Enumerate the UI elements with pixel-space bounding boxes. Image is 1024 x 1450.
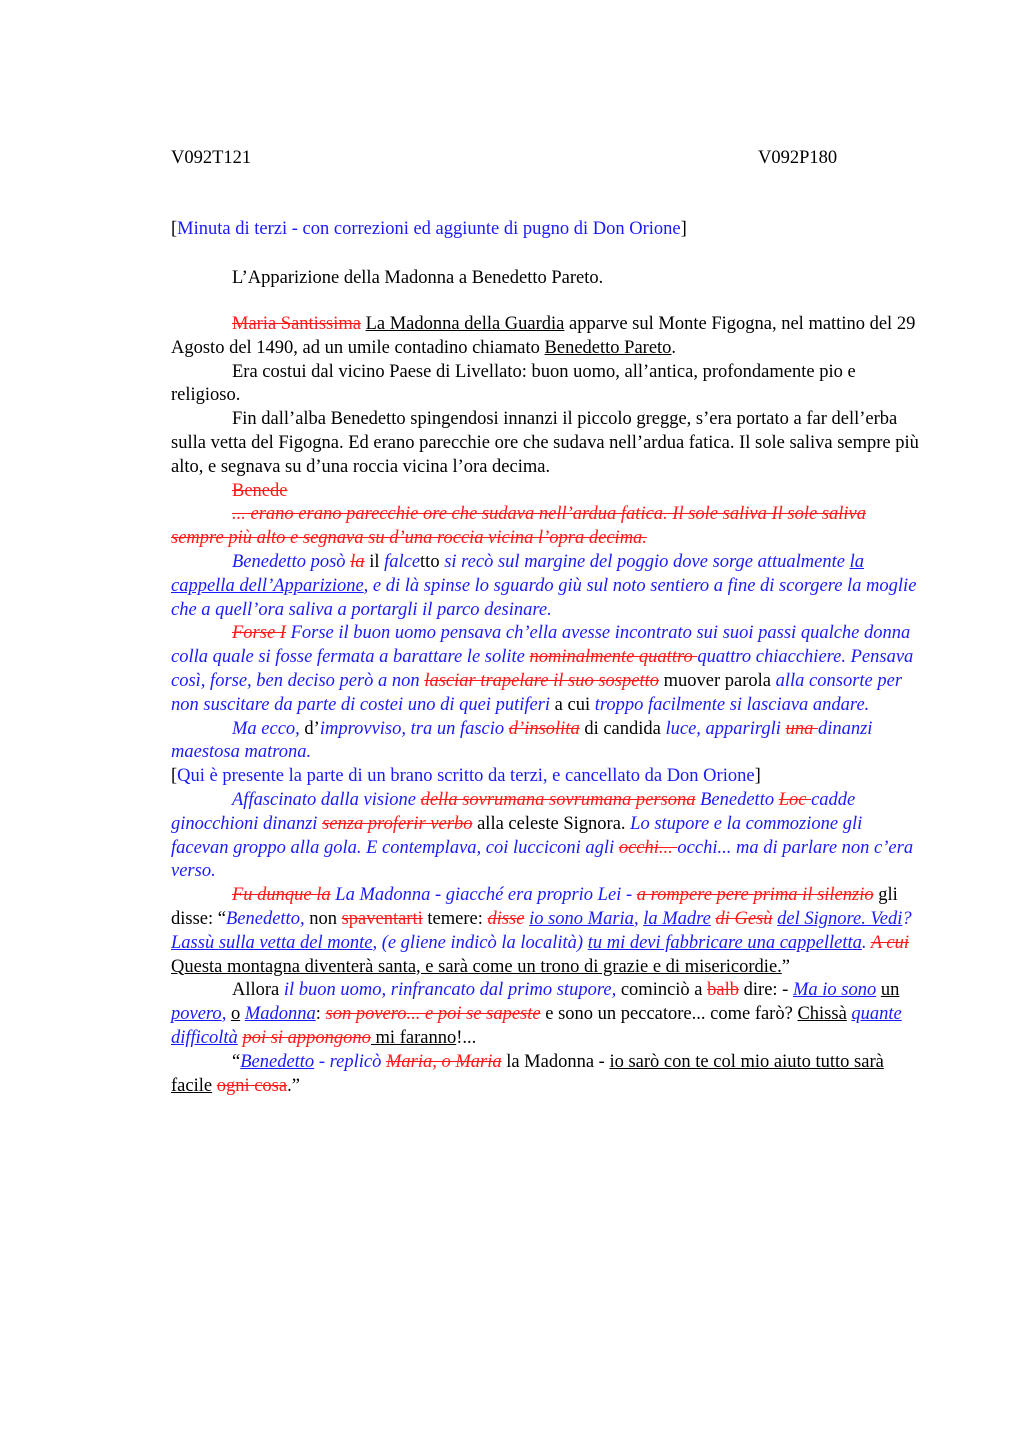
handwritten-addition: cadde ginocchioni dinanzi (171, 789, 856, 834)
handwritten-addition: Forse il buon uomo pensava ch’ella avesse incontrato sui suoi passi qualche donna colla quale si fosse fermata a barattare le solite (171, 623, 911, 668)
bracket-close: ] (680, 219, 687, 239)
body-text: “ (232, 1051, 241, 1072)
deleted-text: una (785, 718, 818, 739)
handwritten-addition: , (221, 1004, 227, 1025)
handwritten-underlined: la cappella dell’Apparizione (171, 551, 864, 596)
paragraph-7 (171, 622, 923, 717)
deleted-text: a rompere pere prima il silenzio (636, 885, 874, 906)
handwritten-addition: falce (384, 551, 421, 572)
body-text: di candida (579, 718, 666, 739)
deleted-text: senza proferir verbo (322, 813, 473, 834)
handwritten-addition: , e di là spinse lo sguardo giù sul noto sentiero a fine di scorgere la moglie che a quell’ora saliva a portargli il parco desinare. (171, 575, 917, 620)
deleted-text: Maria, o Maria (385, 1051, 502, 1072)
deleted-text: occhi... (618, 837, 678, 858)
deleted-text: ogni cosa (216, 1075, 288, 1096)
body-text: : (315, 1004, 326, 1025)
underlined-text: un (880, 980, 900, 1001)
deleted-text: poi si appongono (242, 1027, 371, 1048)
bracket-close: ] (754, 766, 761, 787)
handwritten-underlined: Lassù sulla vetta del monte (171, 932, 373, 953)
handwritten-underlined: del Signore. Vedi (777, 908, 903, 929)
deleted-text: Fu dunque la (232, 885, 331, 906)
handwritten-underlined: la Madre (643, 908, 711, 929)
body-text: non (304, 908, 342, 929)
body-text: dire: - (739, 980, 793, 1001)
body-text: muover parola (659, 670, 776, 691)
paragraph-8 (171, 718, 923, 766)
body-text: la Madonna - (501, 1051, 610, 1072)
underlined-text: o (230, 1004, 241, 1025)
handwritten-underlined: tu mi devi fabbricare una cappelletta (587, 932, 862, 953)
handwritten-addition: troppo facilmente si lasciava andare. (594, 694, 870, 715)
deleted-text: la (350, 551, 365, 572)
deleted-text: lasciar trapelare il suo sospetto (424, 670, 659, 691)
underlined-text: Questa montagna diventerà santa, e sarà come un trono di grazie e di misericordie. (171, 956, 782, 977)
body-text: !... (456, 1027, 477, 1048)
paragraph-10 (171, 884, 923, 979)
body-text: .” (287, 1075, 300, 1096)
handwritten-addition: quattro chiacchiere. Pensava così, forse, ben deciso però a non (171, 647, 914, 691)
document-title: L’Apparizione della Madonna a Benedetto Pareto. (232, 268, 604, 288)
handwritten-addition: , (633, 908, 644, 929)
deleted-text: balb (707, 980, 740, 1001)
handwritten-addition: La Madonna - giacché era proprio Lei - (330, 885, 637, 906)
handwritten-addition: improvviso, tra un fascio (319, 718, 509, 739)
handwritten-underlined: povero (171, 1004, 222, 1025)
inserted-underlined-text: La Madonna della Guardia (365, 314, 565, 334)
paragraph-6 (171, 551, 923, 622)
handwritten-addition: , (e gliene indicò la località) (372, 932, 588, 953)
deleted-text: A cui (870, 932, 910, 953)
deleted-text: spaventarti (341, 908, 423, 929)
underlined-text: Chissà (797, 1004, 847, 1025)
deleted-text: disse (487, 908, 525, 929)
body-text: temere: (422, 908, 488, 929)
handwritten-addition: Benedetto posò (232, 551, 351, 572)
paragraph-3: Fin dall’alba Benedetto spingendosi innanzi il piccolo gregge, s’era portato a far dell’erba sulla vetta del Figogna. Ed erano parecchie ore che sudava nell’ardua fatica. Il sole saliva sempre più alto, e segnava su d’una roccia vicina l’ora decima. (171, 409, 919, 477)
deleted-text: d’insolita (508, 718, 580, 739)
body-text: ” (781, 956, 790, 977)
handwritten-underlined: io sono Maria (529, 908, 634, 929)
handwritten-addition: Benedetto, (225, 908, 305, 929)
handwritten-addition: . (861, 932, 871, 953)
handwritten-addition: Affascinato dalla visione (232, 789, 421, 810)
handwritten-underlined: Ma io sono (792, 980, 877, 1001)
paragraph-9 (171, 789, 923, 884)
deleted-text: Loc (778, 789, 812, 810)
body-text: Allora (232, 980, 284, 1001)
handwritten-addition: ? (902, 908, 912, 929)
handwritten-underlined: Benedetto (240, 1051, 315, 1072)
handwritten-addition: Ma ecco, (232, 718, 305, 739)
paragraph-5-deleted (171, 503, 923, 551)
paragraph-12 (171, 1051, 923, 1099)
deleted-text: Forse I (232, 623, 286, 644)
bracket-open: [ (171, 766, 178, 787)
body-text: e sono un peccatore... come farò? (540, 1004, 798, 1025)
body-text: cominciò a (616, 980, 708, 1001)
editorial-note-text: Minuta di terzi - con correzioni ed aggiunte di pugno di Don Orione (177, 219, 681, 239)
deleted-text: Benede (232, 480, 288, 501)
underlined-text: io sarò con te col mio aiuto tutto sarà facile (171, 1051, 884, 1096)
handwritten-underlined: Madonna (244, 1004, 316, 1025)
right-reference-code: V092P180 (758, 148, 838, 168)
document-body (171, 313, 923, 1098)
body-text: d’ (304, 718, 320, 739)
body-text: gli disse: “ (171, 885, 898, 929)
editorial-note-middle (171, 765, 923, 789)
handwritten-addition: si recò sul margine del poggio dove sorge attualmente (439, 551, 850, 572)
body-text: alla celeste Signora. (472, 813, 631, 834)
handwritten-addition: occhi... ma di parlare non c’era verso. (171, 837, 914, 882)
editorial-note-text: Qui è presente la parte di un brano scritto da terzi, e cancellato da Don Orione (177, 766, 755, 787)
deleted-text: di Gesù (715, 908, 773, 929)
handwritten-addition: il buon uomo, rinfrancato dal primo stupore, (283, 980, 617, 1001)
body-text: il (364, 551, 385, 572)
paragraph-1 (171, 313, 923, 361)
handwritten-addition: Benedetto (695, 789, 779, 810)
body-text: tto (420, 551, 440, 572)
deleted-text: ... erano erano parecchie ore che sudava nell’ardua fatica. Il sole saliva Il sole saliva sempre più alto e segnava su d’una roccia vicina l’opra decima. (171, 504, 867, 549)
bracket-open: [ (171, 219, 178, 239)
deleted-text: son povero... e poi se sapeste (325, 1004, 541, 1025)
paragraph-11 (171, 979, 923, 1050)
paragraph-4-deleted (171, 480, 923, 504)
deleted-text: Maria Santissima (232, 314, 361, 334)
body-text: a cui (550, 694, 595, 715)
editorial-note-top (171, 218, 687, 242)
deleted-text: nominalmente quattro (529, 647, 698, 668)
left-reference-code: V092T121 (171, 148, 252, 168)
handwritten-addition: alla consorte per non suscitare da parte di costei uno di quei putiferi (171, 670, 903, 715)
handwritten-underlined: quante difficoltà (171, 1004, 902, 1048)
underlined-text: mi faranno (370, 1027, 457, 1048)
body-text: . (671, 337, 677, 358)
handwritten-addition: dinanzi maestosa matrona. (171, 718, 873, 763)
handwritten-addition: luce, apparirgli (665, 718, 786, 739)
deleted-text: della sovrumana sovrumana persona (420, 789, 696, 810)
paragraph-2: Era costui dal vicino Paese di Livellato: buon uomo, all’antica, profondamente pio e religioso. (171, 361, 856, 406)
underlined-name: Benedetto Pareto (544, 337, 672, 358)
handwritten-addition: - replicò (314, 1051, 386, 1072)
body-text: apparve sul Monte Figogna, nel mattino del 29 Agosto del 1490, ad un umile contadino chiamato (171, 314, 916, 358)
handwritten-addition: Lo stupore e la commozione gli facevan groppo alla gola. E contemplava, coi lucciconi agli (171, 813, 863, 858)
